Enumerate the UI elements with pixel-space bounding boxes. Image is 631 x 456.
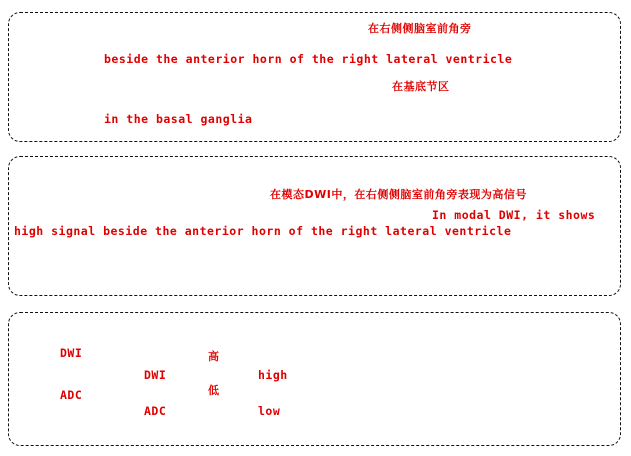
modality-description-cn: 在模态DWI中，在右侧侧脑室前角旁表现为高信号 <box>270 188 527 201</box>
signal-value-dwi-en: high <box>258 368 288 382</box>
signal-value-adc-cn: 低 <box>208 384 220 397</box>
finding-location-en-2: in the basal ganglia <box>104 112 253 126</box>
signal-value-adc-en: low <box>258 404 281 418</box>
signal-table-panel <box>8 312 621 446</box>
signal-row-adc-label-cn-row: ADC <box>60 388 83 402</box>
finding-location-cn-2: 在基底节区 <box>392 80 450 93</box>
signal-value-dwi-cn: 高 <box>208 350 220 363</box>
findings-panel <box>8 12 621 142</box>
finding-location-cn-1: 在右侧侧脑室前角旁 <box>368 22 472 35</box>
modality-description-en-line-2: high signal beside the anterior horn of the right lateral ventricle <box>14 224 512 238</box>
signal-row-dwi-label-cn-row: DWI <box>60 346 83 360</box>
finding-location-en-1: beside the anterior horn of the right lateral ventricle <box>104 52 513 66</box>
signal-row-dwi-label-en-row: DWI <box>144 368 167 382</box>
signal-row-adc-label-en-row: ADC <box>144 404 167 418</box>
modality-description-en-line-1: In modal DWI, it shows <box>432 208 596 222</box>
